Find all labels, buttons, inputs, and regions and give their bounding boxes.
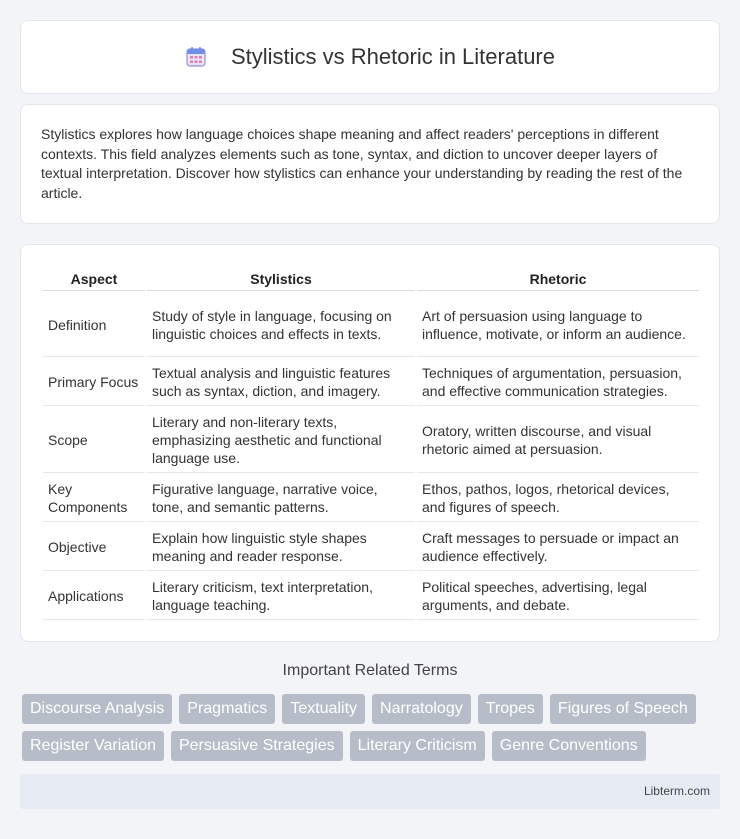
table-row	[43, 475, 699, 522]
comparison-table	[41, 265, 701, 622]
table-row	[43, 293, 699, 357]
related-terms-row-2	[22, 731, 722, 761]
row-stylistics: Explain how linguistic style shapes meaning and reader response.	[147, 524, 415, 571]
calendar-icon	[185, 46, 207, 68]
table-row	[43, 408, 699, 473]
row-stylistics: Literary criticism, text interpretation, language teaching.	[147, 573, 415, 620]
row-rhetoric: Techniques of argumentation, persuasion, and effective communication strategies.	[417, 359, 699, 406]
tag-textuality[interactable]: Textuality	[282, 694, 365, 724]
row-stylistics: Textual analysis and linguistic features such as syntax, diction, and imagery.	[147, 359, 415, 406]
row-stylistics: Literary and non-literary texts, emphasizing aesthetic and functional language use.	[147, 408, 415, 473]
tag-genre-conventions[interactable]: Genre Conventions	[492, 731, 646, 761]
row-rhetoric: Art of persuasion using language to influence, motivate, or inform an audience.	[417, 293, 699, 357]
tag-discourse-analysis[interactable]: Discourse Analysis	[22, 694, 172, 724]
row-aspect: Definition	[43, 293, 145, 357]
tag-tropes[interactable]: Tropes	[478, 694, 543, 724]
header-aspect: Aspect	[43, 267, 145, 291]
row-rhetoric: Craft messages to persuade or impact an audience effectively.	[417, 524, 699, 571]
row-aspect: Key Components	[43, 475, 145, 522]
table-header-row	[43, 267, 699, 291]
tag-figures-of-speech[interactable]: Figures of Speech	[550, 694, 696, 724]
row-rhetoric: Ethos, pathos, logos, rhetorical devices, and figures of speech.	[417, 475, 699, 522]
row-aspect: Primary Focus	[43, 359, 145, 406]
tag-pragmatics[interactable]: Pragmatics	[179, 694, 275, 724]
page-title: Stylistics vs Rhetoric in Literature	[231, 44, 555, 69]
tag-register-variation[interactable]: Register Variation	[22, 731, 164, 761]
row-stylistics: Study of style in language, focusing on linguistic choices and effects in texts.	[147, 293, 415, 357]
header-stylistics: Stylistics	[147, 267, 415, 291]
footer	[20, 774, 720, 809]
related-terms-row-1	[22, 694, 722, 724]
comparison-table-card	[20, 244, 720, 642]
row-aspect: Applications	[43, 573, 145, 620]
row-rhetoric: Oratory, written discourse, and visual rhetoric aimed at persuasion.	[417, 408, 699, 473]
row-aspect: Scope	[43, 408, 145, 473]
row-aspect: Objective	[43, 524, 145, 571]
header-card	[20, 20, 720, 94]
related-terms-title: Important Related Terms	[282, 662, 458, 679]
tag-literary-criticism[interactable]: Literary Criticism	[350, 731, 485, 761]
intro-card	[20, 104, 720, 224]
table-row	[43, 359, 699, 406]
table-row	[43, 524, 699, 571]
table-row	[43, 573, 699, 620]
header-rhetoric: Rhetoric	[417, 267, 699, 291]
title-wrap	[185, 44, 555, 70]
row-stylistics: Figurative language, narrative voice, tone, and semantic patterns.	[147, 475, 415, 522]
tag-persuasive-strategies[interactable]: Persuasive Strategies	[171, 731, 343, 761]
intro-paragraph: Stylistics explores how language choices shape meaning and affect readers' perceptions in different contexts. This field analyzes elements such as tone, syntax, and diction to uncover deeper layers of textual interpretation. Discover how stylistics can enhance your understanding by reading the rest of the article.	[41, 126, 683, 201]
footer-site-link[interactable]: Libterm.com	[643, 784, 710, 798]
row-rhetoric: Political speeches, advertising, legal arguments, and debate.	[417, 573, 699, 620]
tag-narratology[interactable]: Narratology	[372, 694, 471, 724]
